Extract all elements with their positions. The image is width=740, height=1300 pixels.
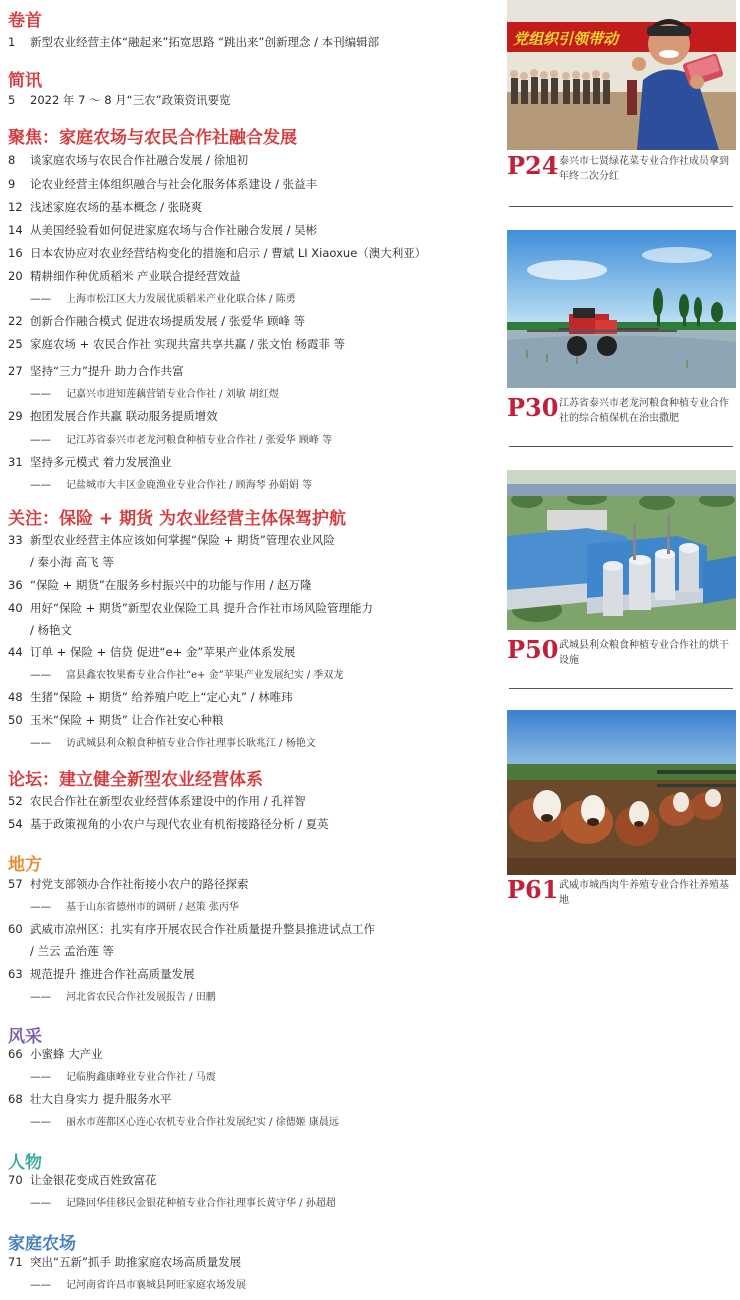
page-number: 36 — [8, 578, 23, 592]
dash: —— — [30, 1279, 51, 1291]
page-number: 14 — [8, 223, 23, 237]
sprayer-photo-illustration — [507, 230, 736, 388]
toc-entry[interactable] — [8, 793, 306, 809]
entry-subtitle — [30, 290, 296, 305]
toc-entry[interactable] — [8, 577, 312, 593]
entry-subtitle — [30, 431, 332, 446]
section-title: 家庭农场 — [8, 1234, 76, 1254]
dash: —— — [30, 293, 51, 305]
photo-caption: 武威市城西肉牛养殖专业合作社养殖基地 — [559, 880, 729, 906]
entry-subtitle — [30, 1068, 216, 1083]
photo-drying-facility — [507, 470, 736, 630]
entry-title: 新型农业经营主体“融起来”拓宽思路 “跳出来”创新理念 / 本刊编辑部 — [30, 35, 380, 49]
entry-title: 让金银花变成百姓致富花 — [30, 1173, 157, 1187]
toc-entry[interactable] — [8, 689, 293, 705]
cattle-photo-illustration — [507, 710, 736, 875]
subtitle-text: 记隆回华佳移民金银花种植专业合作社理事长黄守华 / 孙超超 — [66, 1198, 336, 1209]
photo-sprayer — [507, 230, 736, 388]
toc-entry[interactable] — [8, 876, 249, 892]
entry-title: 浅述家庭农场的基本概念 / 张晓爽 — [30, 200, 203, 214]
page-number: 9 — [8, 177, 16, 191]
entry-title: 抱团发展合作共赢 联动服务提质增效 — [30, 409, 218, 423]
toc-entry[interactable] — [8, 268, 241, 284]
page-number: 54 — [8, 817, 23, 831]
subtitle-text: 记临朐鑫康峰业专业合作社 / 马震 — [66, 1072, 216, 1083]
entry-subtitle — [30, 988, 216, 1003]
toc-entry[interactable] — [8, 966, 195, 982]
section-title: 聚焦：家庭农场与农民合作社融合发展 — [8, 128, 297, 148]
dash: —— — [30, 479, 51, 491]
entry-title: 突出“五新”抓手 助推家庭农场高质量发展 — [30, 1255, 242, 1269]
page-number: 52 — [8, 794, 23, 808]
toc-entry[interactable] — [8, 176, 317, 192]
toc-entry[interactable] — [8, 34, 379, 50]
dash: —— — [30, 737, 51, 749]
dash: —— — [30, 991, 51, 1003]
page-number: 27 — [8, 364, 23, 378]
entry-subtitle — [30, 734, 316, 749]
page-number: 8 — [8, 153, 16, 167]
subtitle-text: 记江苏省泰兴市老龙河粮食种植专业合作社 / 张爱华 顾峰 等 — [66, 435, 333, 446]
toc-entry[interactable] — [8, 454, 172, 470]
entry-title: 创新合作融合模式 促进农场提质发展 / 张爱华 顾峰 等 — [30, 314, 306, 328]
entry-title: 壮大自身实力 提升服务水平 — [30, 1092, 172, 1106]
subtitle-text: 基于山东省德州市的调研 / 赵策 张丙华 — [66, 902, 239, 913]
entry-subtitle — [30, 1276, 246, 1291]
page-number: 48 — [8, 690, 23, 704]
page-number: 12 — [8, 200, 23, 214]
entry-title: 新型农业经营主体应该如何掌握“保险 + 期货”管理农业风险 — [30, 533, 335, 547]
dash: —— — [30, 1071, 51, 1083]
page-number: 33 — [8, 533, 23, 547]
subtitle-text: 富县鑫农牧果畜专业合作社“e+ 金”苹果产业发展纪实 / 季双龙 — [66, 670, 344, 681]
entry-title: 坚持“三力”提升 助力合作共富 — [30, 364, 184, 378]
toc-entry[interactable] — [8, 644, 295, 660]
entry-subtitle — [30, 666, 343, 681]
photo-caption: 武城县利众粮食种植专业合作社的烘干设施 — [559, 640, 729, 666]
page-number: 71 — [8, 1255, 23, 1269]
dash: —— — [30, 1116, 51, 1128]
page-number: 68 — [8, 1092, 23, 1106]
toc-entry[interactable] — [8, 1254, 241, 1270]
dash: —— — [30, 434, 51, 446]
entry-title: 精耕细作种优质稻米 产业联合提经营效益 — [30, 269, 241, 283]
entry-title: 用好“保险 + 期货”新型农业保险工具 提升合作社市场风险管理能力 — [30, 601, 374, 615]
entry-title: 2022 年 7 ～ 8 月“三农”政策资讯要览 — [30, 93, 231, 107]
page-label-p24: P24 — [507, 151, 559, 180]
dividend-photo-illustration — [507, 0, 736, 150]
divider — [509, 206, 733, 207]
entry-title: 玉米“保险 + 期货” 让合作社安心种粮 — [30, 713, 224, 727]
section-title: 人物 — [8, 1153, 42, 1173]
toc-entry[interactable] — [8, 199, 202, 215]
photo-caption: 泰兴市七贤绿花菜专业合作社成员拿到年终二次分红 — [559, 156, 729, 182]
dash: —— — [30, 901, 51, 913]
entry-title: 规范提升 推进合作社高质量发展 — [30, 967, 195, 981]
toc-entry[interactable] — [8, 712, 224, 728]
toc-entry[interactable] — [8, 222, 317, 238]
page-label-p61: P61 — [507, 875, 559, 904]
entry-title: 家庭农场 + 农民合作社 实现共富共享共赢 / 张文怡 杨霞菲 等 — [30, 337, 346, 351]
entry-title: 村党支部领办合作社衔接小农户的路径探索 — [30, 877, 249, 891]
toc-entry[interactable] — [8, 532, 335, 548]
entry-title: 论农业经营主体组织融合与社会化服务体系建设 / 张益丰 — [30, 177, 318, 191]
page-number: 57 — [8, 877, 23, 891]
page-number: 44 — [8, 645, 23, 659]
subtitle-text: 记盐城市大丰区金鹿渔业专业合作社 / 顾海琴 孙娟娟 等 — [66, 480, 313, 491]
section-title: 论坛：建立健全新型农业经营体系 — [8, 770, 263, 790]
entry-subtitle — [30, 898, 239, 913]
dash: —— — [30, 388, 51, 400]
entry-title: 坚持多元模式 着力发展渔业 — [30, 455, 172, 469]
entry-title: “保险 + 期货”在服务乡村振兴中的功能与作用 / 赵万隆 — [30, 578, 312, 592]
subtitle-text: 河北省农民合作社发展报告 / 田鹏 — [66, 992, 216, 1003]
page-number: 29 — [8, 409, 23, 423]
banner-text: 党组织引领带动 — [513, 30, 619, 48]
page-label-p30: P30 — [507, 393, 559, 422]
page-label-p50: P50 — [507, 635, 559, 664]
page-number: 20 — [8, 269, 23, 283]
divider — [509, 688, 733, 689]
toc-entry[interactable] — [8, 92, 231, 108]
entry-continuation: / 秦小海 高飞 等 — [30, 555, 114, 569]
entry-title: 农民合作社在新型农业经营体系建设中的作用 / 孔祥智 — [30, 794, 306, 808]
drying-facility-illustration — [507, 470, 736, 630]
page-number: 50 — [8, 713, 23, 727]
toc-entry[interactable] — [8, 1091, 172, 1107]
entry-continuation: / 杨艳文 — [30, 623, 73, 637]
entry-title: 小蜜蜂 大产业 — [30, 1047, 103, 1061]
entry-title: 从美国经验看如何促进家庭农场与合作社融合发展 / 吴彬 — [30, 223, 318, 237]
toc-entry[interactable] — [8, 245, 426, 261]
page-number: 31 — [8, 455, 23, 469]
toc-entry[interactable] — [8, 816, 329, 832]
section-title: 地方 — [8, 855, 42, 875]
entry-title: 基于政策视角的小农户与现代农业有机衔接路径分析 / 夏英 — [30, 817, 329, 831]
entry-title: 生猪“保险 + 期货” 给养殖户吃上“定心丸” / 林唯玮 — [30, 690, 293, 704]
subtitle-text: 丽水市莲都区心连心农机专业合作社发展纪实 / 徐德姬 康晨远 — [66, 1117, 339, 1128]
photo-caption: 江苏省泰兴市老龙河粮食种植专业合作社的综合植保机在治虫撒肥 — [559, 398, 729, 424]
page-number: 5 — [8, 93, 16, 107]
page-number: 70 — [8, 1173, 23, 1187]
entry-subtitle — [30, 1113, 339, 1128]
subtitle-text: 上海市松江区大力发展优质稻米产业化联合体 / 陈勇 — [66, 294, 296, 305]
toc-entry[interactable] — [8, 152, 248, 168]
toc-entry[interactable] — [8, 336, 345, 352]
subtitle-text: 记河南省许昌市襄城县阿旺家庭农场发展 — [66, 1280, 246, 1291]
entry-title: 武威市凉州区：扎实有序开展农民合作社质量提升整县推进试点工作 — [30, 922, 375, 936]
photo-cattle — [507, 710, 736, 875]
toc-entry[interactable] — [8, 921, 375, 937]
page-number: 22 — [8, 314, 23, 328]
page-number: 66 — [8, 1047, 23, 1061]
section-title: 风采 — [8, 1027, 42, 1047]
section-title: 卷首 — [8, 11, 42, 31]
toc-entry[interactable] — [8, 600, 373, 616]
dash: —— — [30, 1197, 51, 1209]
page-number: 60 — [8, 922, 23, 936]
page-number: 63 — [8, 967, 23, 981]
page-number: 1 — [8, 35, 16, 49]
subtitle-text: 记嘉兴市进知莲藕营销专业合作社 / 刘敏 胡红煜 — [66, 389, 279, 400]
entry-title: 日本农协应对农业经营结构变化的措施和启示 / 曹斌 LI Xiaoxue（澳大利亚） — [30, 246, 427, 260]
dash: —— — [30, 669, 51, 681]
toc-entry[interactable] — [8, 1172, 157, 1188]
toc-entry[interactable] — [8, 1046, 103, 1062]
entry-subtitle — [30, 476, 312, 491]
page-number: 40 — [8, 601, 23, 615]
entry-continuation: / 兰云 孟治莲 等 — [30, 944, 114, 958]
toc-entry[interactable] — [8, 408, 218, 424]
photo-dividend — [507, 0, 736, 150]
toc-entry[interactable] — [8, 313, 305, 329]
page-number: 25 — [8, 337, 23, 351]
divider — [509, 446, 733, 447]
entry-title: 订单 + 保险 + 信贷 促进“e+ 金”苹果产业体系发展 — [30, 645, 296, 659]
toc-entry[interactable] — [8, 363, 184, 379]
entry-subtitle — [30, 1194, 336, 1209]
entry-title: 谈家庭农场与农民合作社融合发展 / 徐旭初 — [30, 153, 249, 167]
section-title: 关注：保险 + 期货 为农业经营主体保驾护航 — [8, 509, 346, 529]
entry-subtitle — [30, 385, 279, 400]
page-number: 16 — [8, 246, 23, 260]
section-title: 简讯 — [8, 71, 42, 91]
subtitle-text: 访武城县利众粮食种植专业合作社理事长耿兆江 / 杨艳文 — [66, 738, 316, 749]
